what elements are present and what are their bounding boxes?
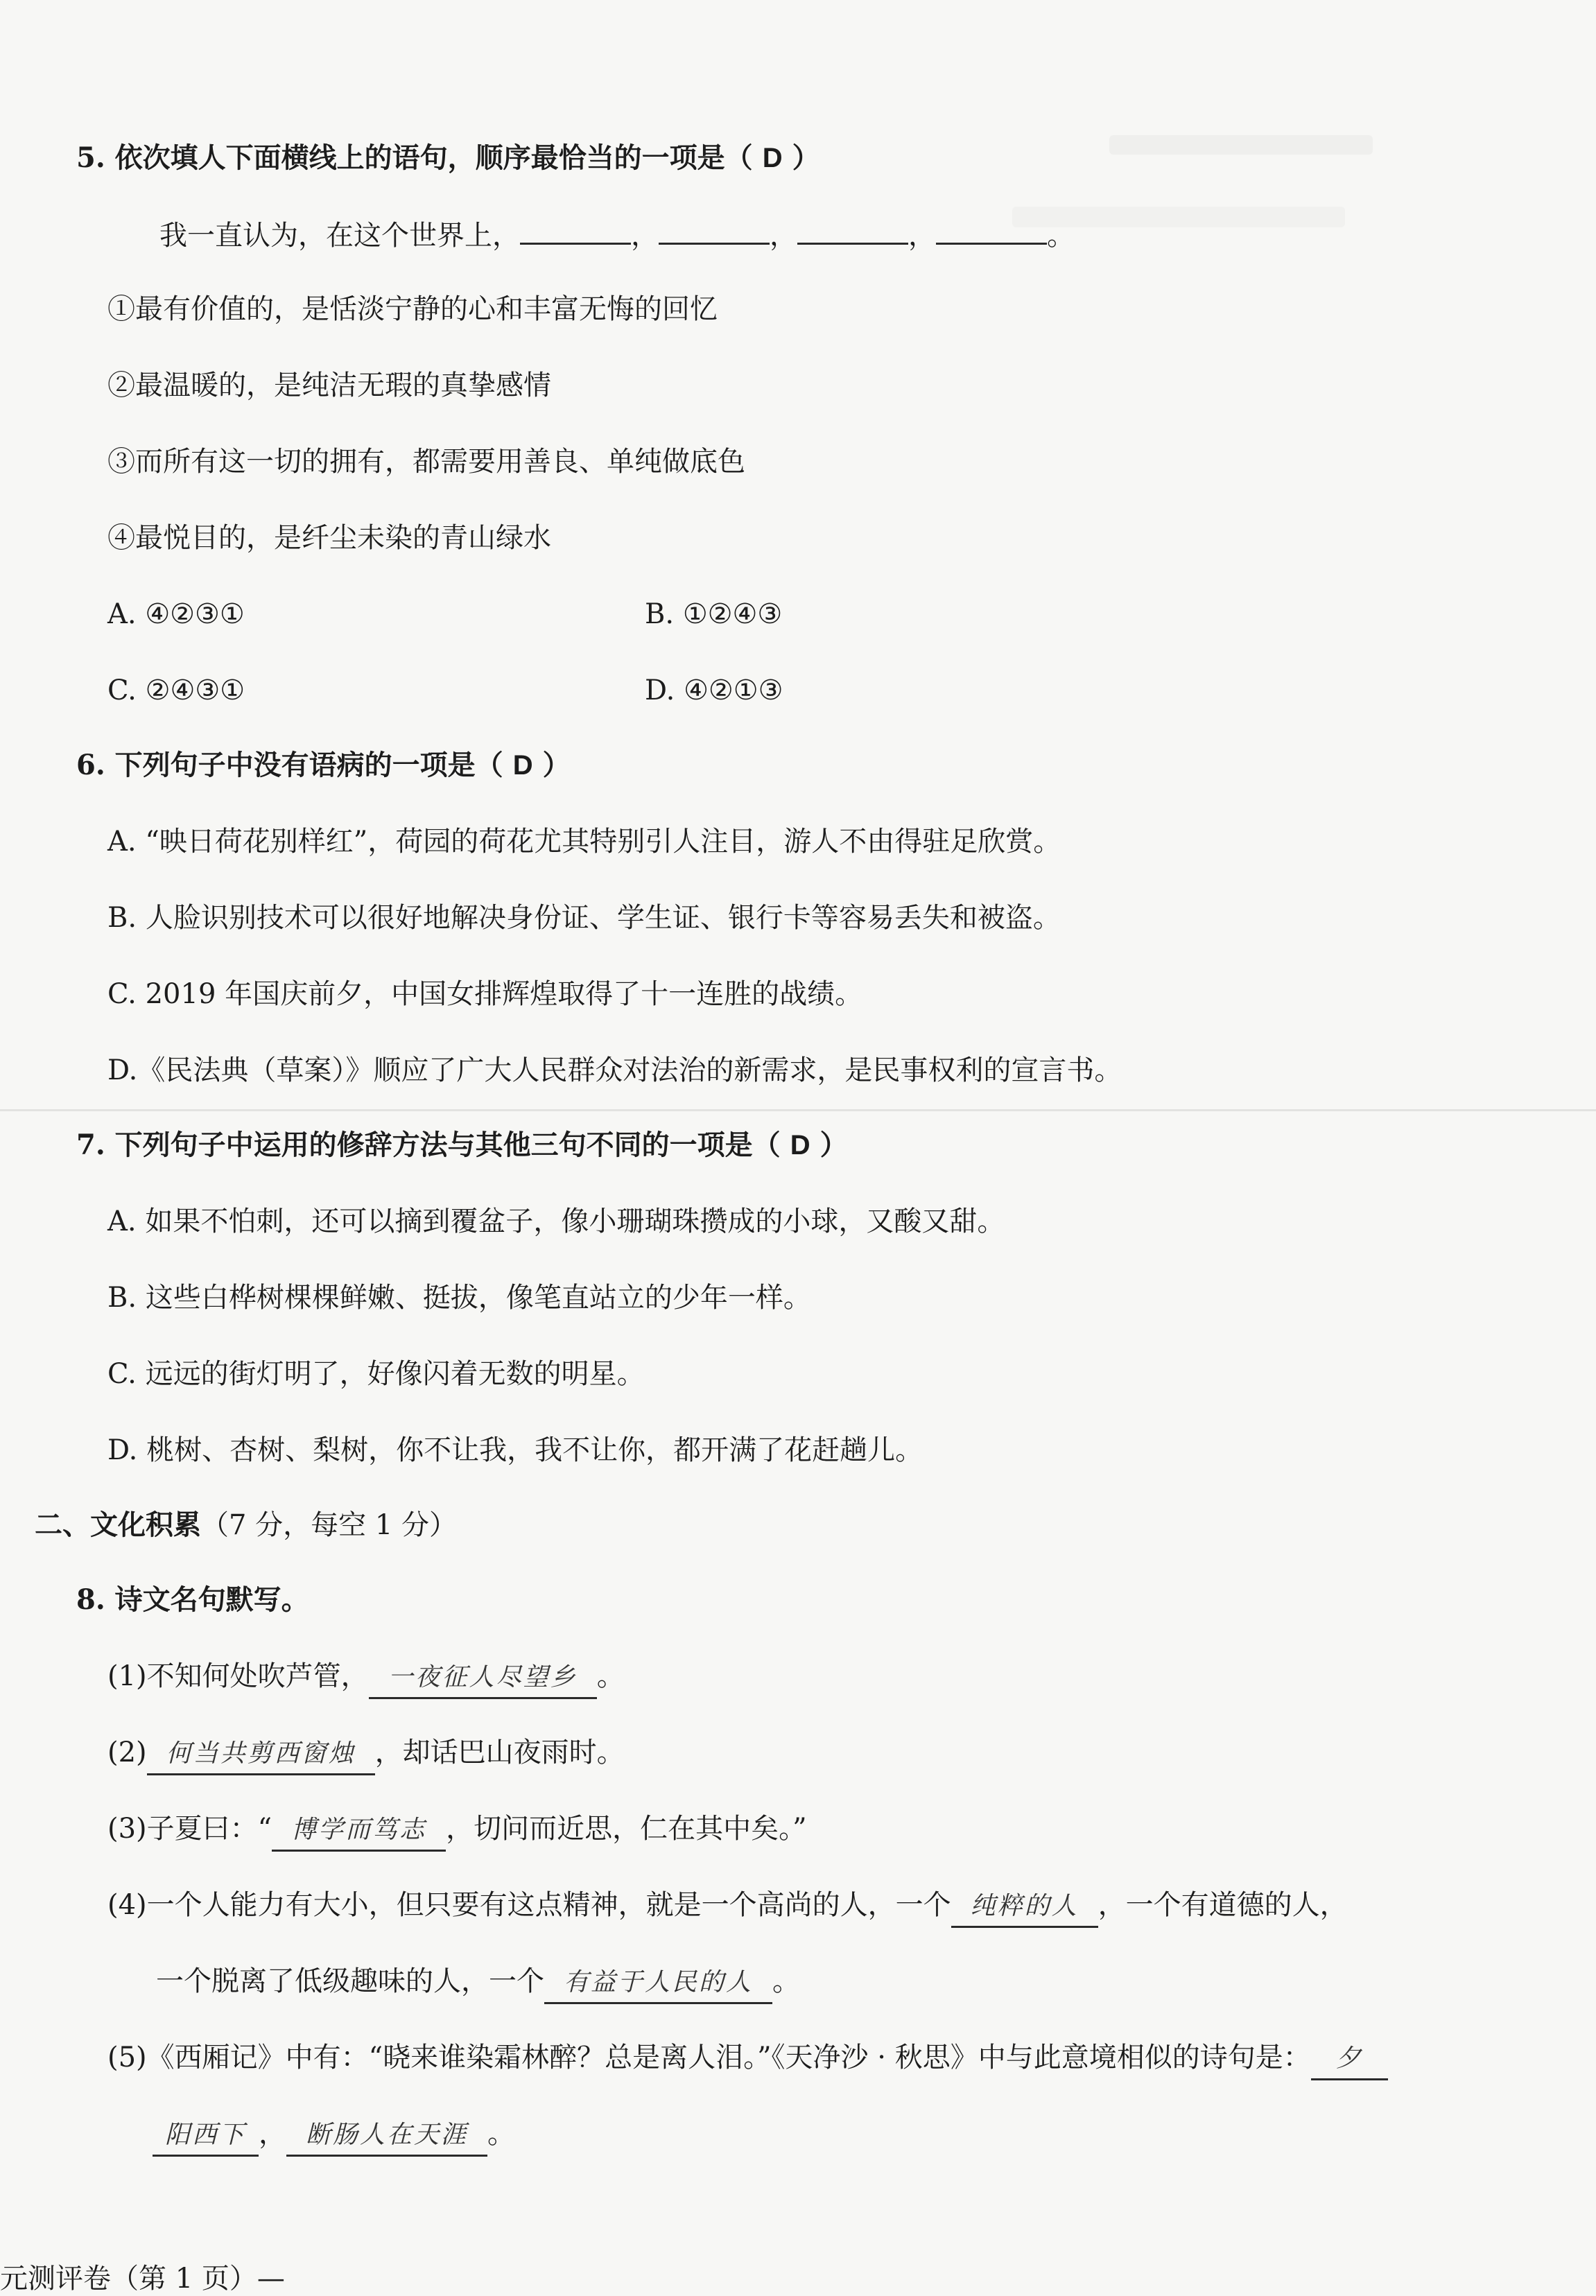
q8-item-1: (1)不知何处吹芦管， 一夜征人尽望乡 。 <box>107 1657 625 1699</box>
q8-item-5-line-2: 阳西下 ， 断肠人在天涯 。 <box>153 2114 515 2157</box>
q5-option-c: C. ②④③① <box>107 675 245 706</box>
section-2-score-note: （7 分，每空 1 分） <box>201 1509 458 1541</box>
q5-blank-4 <box>936 215 1047 245</box>
q7-option-b: B. 这些白桦树棵棵鲜嫩、挺拔，像笔直站立的少年一样。 <box>107 1282 811 1314</box>
q5-sentence: 我一直认为，在这个世界上， ， ， ， 。 <box>159 215 1075 255</box>
q5-item-1: ①最有价值的，是恬淡宁静的心和丰富无悔的回忆 <box>107 293 718 325</box>
section-2-heading <box>35 1506 457 1545</box>
faded-print-smudge <box>1109 135 1373 155</box>
q7-option-a: A. 如果不怕刺，还可以摘到覆盆子，像小珊瑚珠攒成的小球，又酸又甜。 <box>107 1206 1005 1237</box>
section-2-title: 二、文化积累 <box>35 1508 201 1541</box>
q8-handwritten-answer-4b: 有益于人民的人 <box>544 1963 772 2004</box>
q5-item-3: ③而所有这一切的拥有，都需要用善良、单纯做底色 <box>107 446 745 478</box>
q8-handwritten-answer-5a-end: 阳西下 <box>153 2116 259 2157</box>
q6-option-b: B. 人脸识别技术可以很好地解决身份证、学生证、银行卡等容易丢失和被盗。 <box>107 902 1061 934</box>
q6-option-c: C. 2019 年国庆前夕，中国女排辉煌取得了十一连胜的战绩。 <box>107 978 863 1010</box>
q7-stem: 7. 下列句子中运用的修辞方法与其他三句不同的一项是（ D ） <box>76 1129 848 1161</box>
q8-handwritten-answer-5b: 断肠人在天涯 <box>286 2116 487 2157</box>
page-footer: 元测评卷（第 1 页）— <box>0 2263 285 2295</box>
q8-stem: 8. 诗文名句默写。 <box>76 1583 309 1616</box>
q8-handwritten-answer-1: 一夜征人尽望乡 <box>369 1658 597 1699</box>
q8-item-4-line-1: (4)一个人能力有大小，但只要有这点精神，就是一个高尚的人，一个 纯粹的人 ，一个有道德的人， <box>107 1886 1348 1928</box>
q7-option-c: C. 远远的街灯明了，好像闪着无数的明星。 <box>107 1358 645 1390</box>
q5-answer: D <box>762 143 783 173</box>
q7-option-d: D. 桃树、杏树、梨树，你不让我，我不让你，都开满了花赶趟儿。 <box>107 1434 923 1466</box>
q5-blank-2 <box>659 215 770 245</box>
q6-stem: 6. 下列句子中没有语病的一项是（ D ） <box>76 749 571 781</box>
q5-item-2: ②最温暖的，是纯洁无瑕的真挚感情 <box>107 369 551 401</box>
q8-handwritten-answer-4a: 纯粹的人 <box>951 1887 1098 1928</box>
q6-option-d: D.《民法典（草案）》顺应了广大人民群众对法治的新需求，是民事权利的宣言书。 <box>107 1054 1122 1086</box>
q8-item-2: (2) 何当共剪西窗烛 ，却话巴山夜雨时。 <box>107 1733 625 1775</box>
q8-item-4-line-2: 一个脱离了低级趣味的人，一个 有益于人民的人 。 <box>156 1962 800 2004</box>
q5-item-4: ④最悦目的，是纤尘未染的青山绿水 <box>107 522 551 554</box>
q6-option-a: A. “映日荷花别样红”，荷园的荷花尤其特别引人注目，游人不由得驻足欣赏。 <box>107 826 1061 858</box>
q8-handwritten-answer-5a-start: 夕 <box>1311 2040 1388 2080</box>
page-fold-line <box>0 1109 1596 1111</box>
q7-answer: D <box>790 1130 810 1160</box>
q8-item-3: (3)子夏曰：“ 博学而笃志 ，切问而近思，仁在其中矣。” <box>107 1809 807 1852</box>
q8-handwritten-answer-3: 博学而笃志 <box>272 1811 446 1852</box>
q5-option-b: B. ①②④③ <box>645 598 783 630</box>
q5-blank-1 <box>520 215 631 245</box>
q5-stem: 5. 依次填人下面横线上的语句，顺序最恰当的一项是（ D ） <box>76 141 820 174</box>
q8-handwritten-answer-2: 何当共剪西窗烛 <box>147 1734 375 1775</box>
q8-item-5-line-1: (5)《西厢记》中有：“晓来谁染霜林醉？总是离人泪。”《天净沙 · 秋思》中与此意境相似的诗句是： 夕 <box>107 2038 1388 2080</box>
q5-option-d: D. ④②①③ <box>645 675 783 706</box>
q5-blank-3 <box>797 215 908 245</box>
q6-answer: D <box>512 750 533 781</box>
q5-option-a: A. ④②③① <box>107 598 245 630</box>
